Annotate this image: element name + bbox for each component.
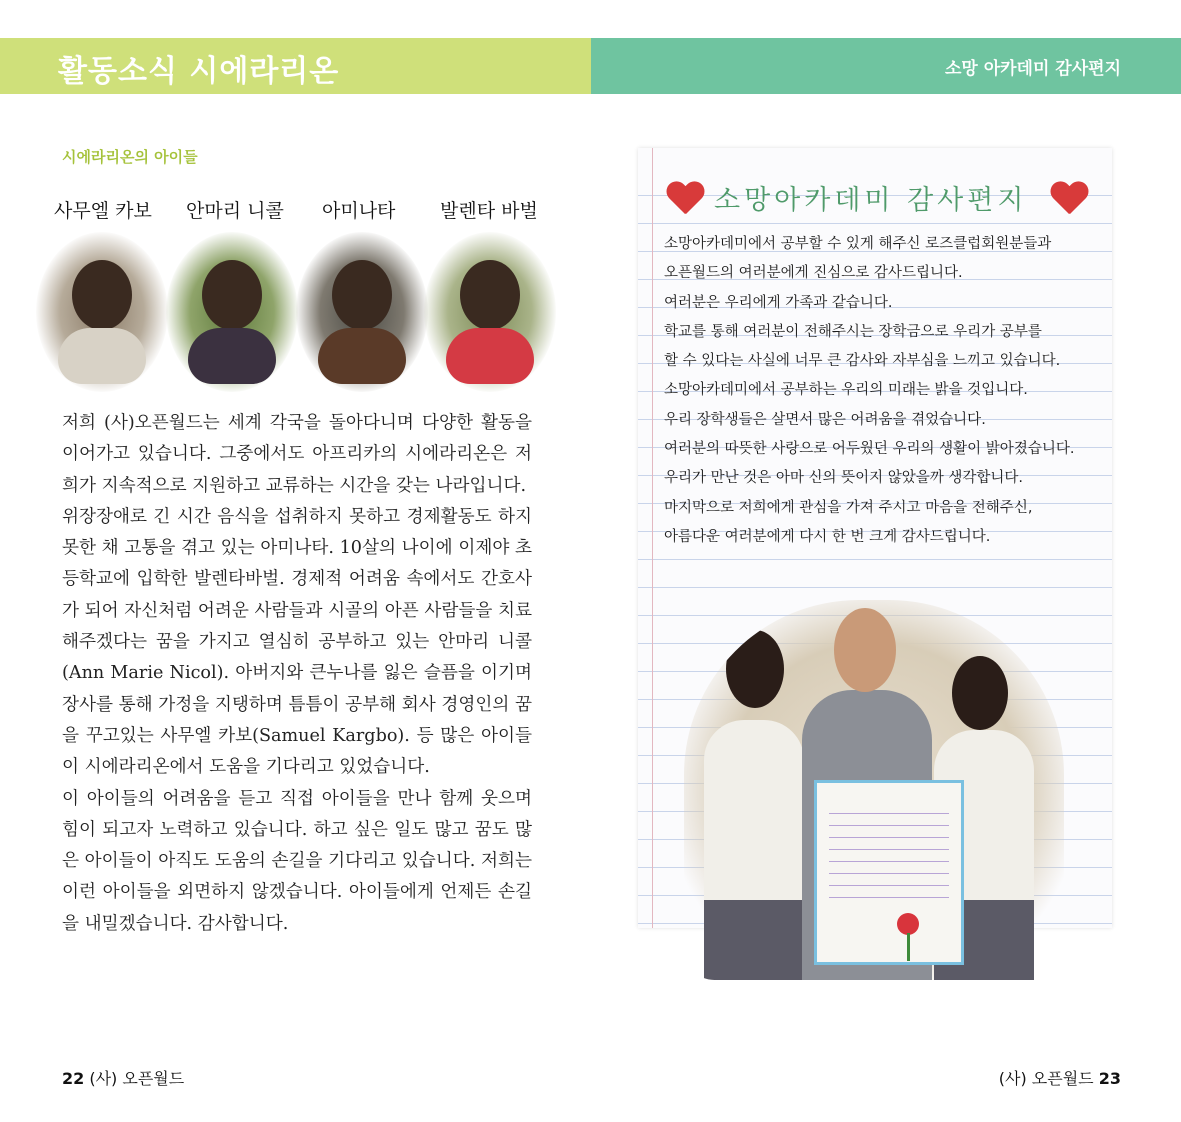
page-number-left: 22 (62, 1069, 85, 1088)
letter-line: 여러분의 따뜻한 사랑으로 어두웠던 우리의 생활이 밝아졌습니다. (664, 441, 1075, 458)
child-name-4: 발렌타 바벌 (440, 200, 538, 222)
footer-right (999, 1066, 1121, 1089)
footer-left (62, 1066, 184, 1089)
child-name-1: 사무엘 카보 (54, 200, 152, 222)
thank-you-poster (814, 780, 964, 965)
children-photos (36, 232, 556, 397)
child-photo-3 (296, 232, 428, 392)
page-title: 활동소식 시에라리온 (58, 54, 340, 89)
article-paragraph-1: 저희 (사)오픈월드는 세계 각국을 돌아다니며 다양한 활동을 이어가고 있습니다. 그중에서도 아프리카의 시에라리온은 저희가 지속적으로 지원하고 교류하는 시간을 갖는 나라입니다. (62, 413, 532, 496)
heart-icon-right (1050, 182, 1088, 216)
letter-line: 학교를 통해 여러분이 전해주시는 장학금으로 우리가 공부를 (664, 323, 1042, 340)
letter-line: 소망아카데미에서 공부하는 우리의 미래는 밝을 것입니다. (664, 382, 1028, 399)
letter-line: 우리가 만난 것은 아마 신의 뜻이지 않았을까 생각합니다. (664, 470, 1024, 487)
article-paragraph-2: 위장장애로 긴 시간 음식을 섭취하지 못하고 경제활동도 하지 못한 채 고통을 겪고 있는 아미나타. 10살의 나이에 이제야 초등학교에 입학한 발렌타바벌. 경제적 어려움 속에서도 간호사가 되어 자신처럼 어려운 사람들과 시골의 아픈 사람들을 치료해주겠다는 꿈을 가지고 열심히 공부하고 있는 안마리 니콜(Ann Marie Nicol). 아버지와 큰누나를 잃은 슬픔을 이기며 장사를 통해 가정을 지탱하며 틈틈이 공부해 회사 경영인의 꿈을 꾸고있는 사무엘 카보(Samuel Kargbo). 등 많은 아이들이 시에라리온에서 도움을 기다리고 있었습니다. (62, 506, 532, 778)
thank-you-letter (664, 230, 1104, 552)
rose-icon (897, 913, 919, 935)
letter-line: 우리 장학생들은 살면서 많은 어려움을 겪었습니다. (664, 411, 986, 428)
letter-line: 여러분은 우리에게 가족과 같습니다. (664, 294, 893, 311)
letter-title: 소망아카데미 감사편지 (714, 185, 1028, 216)
children-names (46, 196, 556, 226)
section-title: 시에라리온의 아이들 (62, 148, 198, 166)
letter-line: 마지막으로 저희에게 관심을 가져 주시고 마음을 전해주신, (664, 499, 1033, 516)
page-subtitle: 소망 아카데미 감사편지 (944, 59, 1121, 79)
article-paragraph-3: 이 아이들의 어려움을 듣고 직접 아이들을 만나 함께 웃으며 힘이 되고자 노력하고 있습니다. 하고 싶은 일도 많고 꿈도 많은 아이들이 아직도 도움의 손길을 기다리고 있습니다. 저희는 이런 아이들을 외면하지 않겠습니다. 아이들에게 언제든 손길을 내밀겠습니다. 감사합니다. (62, 788, 532, 934)
footer-org-right: (사) 오픈월드 (998, 1069, 1094, 1088)
heart-icon-left (666, 182, 704, 216)
letter-line: 오픈월드의 여러분에게 진심으로 감사드립니다. (664, 265, 963, 282)
child-photo-1 (36, 232, 168, 392)
group-photo (684, 600, 1064, 980)
child-photo-4 (424, 232, 556, 392)
child-name-2: 안마리 니콜 (186, 200, 284, 222)
page-number-right: 23 (1098, 1069, 1121, 1088)
letter-line: 할 수 있다는 사실에 너무 큰 감사와 자부심을 느끼고 있습니다. (664, 353, 1061, 370)
letter-line: 소망아카데미에서 공부할 수 있게 해주신 로즈클럽회원분들과 (664, 236, 1052, 252)
child-photo-2 (166, 232, 298, 392)
child-name-3: 아미나타 (322, 200, 396, 222)
letter-line: 아름다운 여러분에게 다시 한 번 크게 감사드립니다. (664, 528, 991, 545)
article-body (62, 408, 532, 940)
footer-org-left: (사) 오픈월드 (89, 1069, 185, 1088)
